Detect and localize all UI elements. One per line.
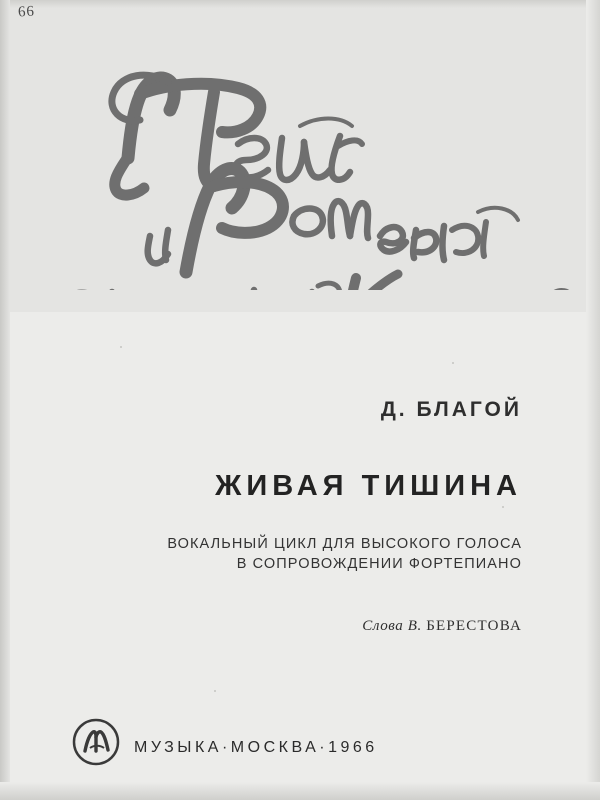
work-subtitle (167, 534, 522, 574)
paper-speck (452, 362, 454, 364)
work-subtitle-line-1: ВОКАЛЬНЫЙ ЦИКЛ ДЛЯ ВЫСОКОГО ГОЛОСА (167, 536, 522, 552)
lyricist-credit (362, 618, 522, 635)
muzyka-logo-icon (72, 718, 120, 766)
publisher-name: МУЗЫКА (134, 739, 222, 756)
paper-speck (214, 690, 216, 692)
page-edge-bottom (0, 782, 600, 800)
publisher-city: МОСКВА (230, 739, 320, 756)
page-edge-top (0, 0, 600, 8)
publisher-imprint (72, 718, 542, 774)
work-title: ЖИВАЯ ТИШИНА (215, 470, 522, 502)
lyricist-name: БЕРЕСТОВА (426, 618, 522, 634)
publisher-year: 1966 (328, 739, 378, 756)
composer-name: Д. БЛАГОЙ (380, 398, 522, 421)
publisher-separator-2: · (319, 739, 329, 756)
accession-number: 66 (17, 3, 36, 21)
work-subtitle-line-2: В СОПРОВОЖДЕНИИ ФОРТЕПИАНО (236, 556, 522, 572)
publisher-line (134, 739, 378, 757)
paper-speck (502, 506, 504, 508)
publisher-separator-1: · (221, 739, 231, 756)
masthead-calligraphy (0, 40, 600, 290)
paper-speck (120, 346, 122, 348)
lyricist-prefix: Слова В. (362, 618, 427, 634)
